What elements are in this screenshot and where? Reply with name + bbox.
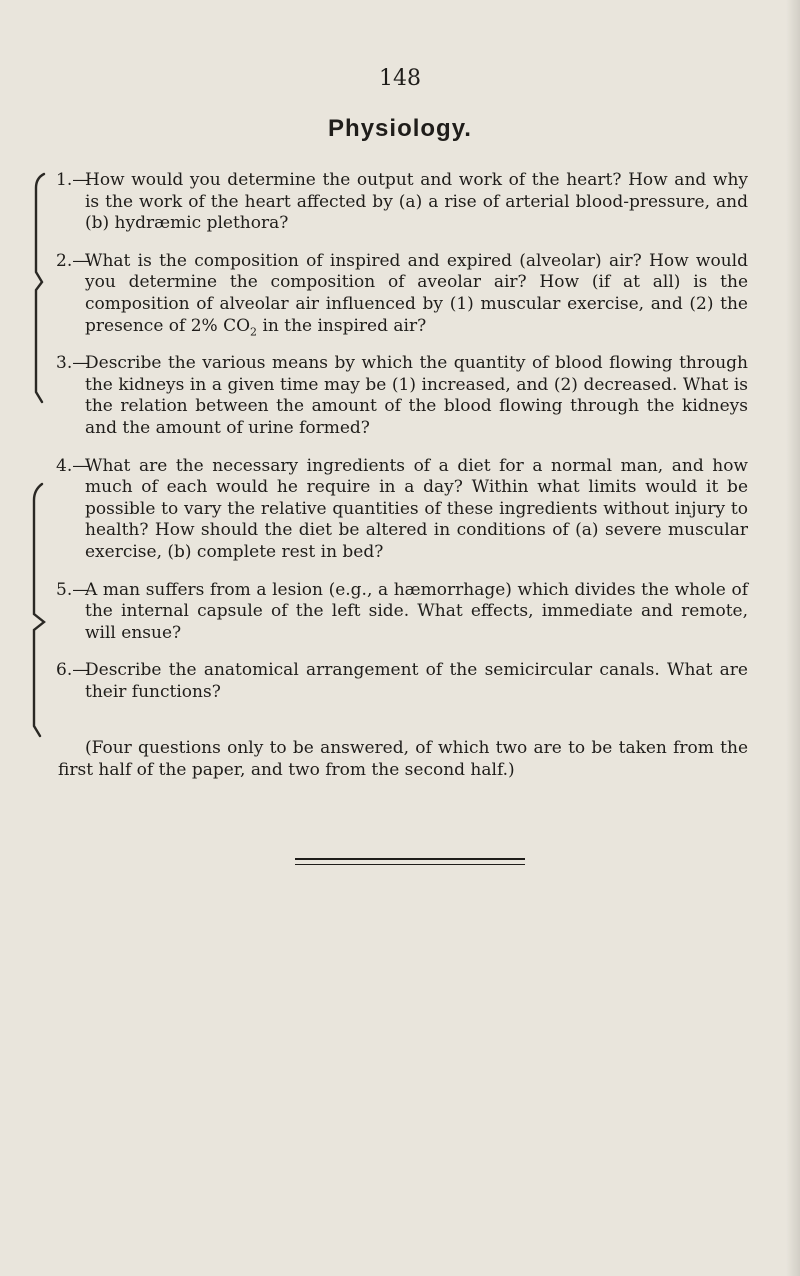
question-text: How would you determine the output and work of the heart? How and why is the work of the heart affected by (a) a rise of arterial blood-pressure, and (b) hydræmic plethora? <box>85 170 748 234</box>
question-number: 2.— <box>56 250 90 271</box>
question-text: What are the necessary ingredients of a diet for a normal man, and how much of each would he require in a day? Within what limits would it be possible to vary the relative quantities of these ingredients without injury to health? How should the diet be altered in conditions of (a) severe muscular exercise, (b) complete rest in bed? <box>85 455 748 562</box>
question-6 <box>58 660 748 703</box>
end-rule-thin <box>295 864 525 865</box>
bracket-stroke <box>34 484 44 736</box>
question-text-part: in the inspired air? <box>257 315 427 336</box>
question-3 <box>58 353 748 439</box>
question-number: 1.— <box>56 170 90 190</box>
instructions-note: (Four questions only to be answered, of which two are to be taken from the first half of the paper, and two from the second half.) <box>58 738 748 780</box>
question-text-part: What is the composition of inspired and expired (alveolar) air? How would you determine the composition of aveolar air? How (if at all) is the composition of alveolar air influenced by (1) muscular exercise, and (2) the presence of 2% CO <box>85 250 748 336</box>
question-list <box>0 170 800 719</box>
margin-bracket-upper <box>30 170 56 420</box>
question-number: 3.— <box>56 353 90 374</box>
question-text <box>85 251 748 337</box>
end-rule <box>295 858 525 865</box>
question-1 <box>58 170 748 235</box>
question-number: 4.— <box>56 455 90 476</box>
page-title: Physiology. <box>328 115 472 142</box>
margin-bracket-lower <box>30 480 56 780</box>
bracket-stroke <box>36 174 44 402</box>
question-2 <box>58 251 748 337</box>
page-number: 148 <box>379 66 421 91</box>
question-text: Describe the various means by which the quantity of blood flowing through the kidneys in a given time may be (1) increased, and (2) decreased. What is the relation between the amount of the blood flowing through the kidneys and the amount of urine formed? <box>85 353 748 438</box>
question-number: 6.— <box>56 660 90 681</box>
question-text: Describe the anatomical arrangement of the semicircular canals. What are their functions? <box>85 660 748 702</box>
question-4 <box>58 456 748 564</box>
question-text: A man suffers from a lesion (e.g., a hæmorrhage) which divides the whole of the internal capsule of the left side. What effects, immediate and remote, will ensue? <box>85 579 748 643</box>
question-5 <box>58 580 748 645</box>
question-number: 5.— <box>56 579 90 600</box>
subscript: 2 <box>250 324 258 338</box>
